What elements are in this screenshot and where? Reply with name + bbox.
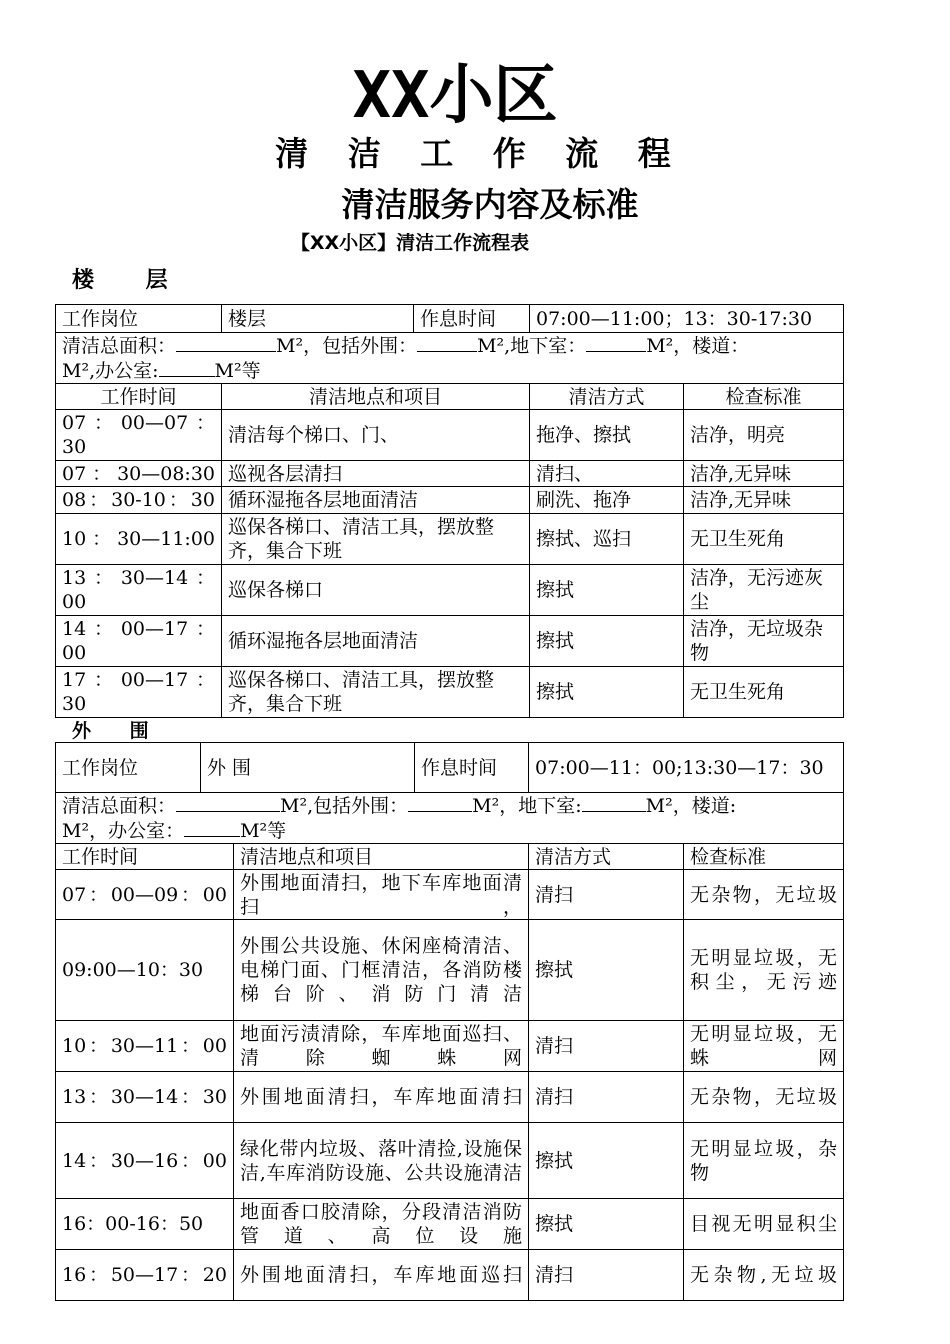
- standard-cell: 无明显垃圾，杂物: [684, 1123, 844, 1199]
- table-row: [56, 333, 844, 384]
- time-cell: 17：00—17：30: [56, 667, 222, 718]
- area-cell: 清洁总面积： M²,包括外围： M²，地下室: M²，楼道: M²，办公室： M²等: [56, 793, 844, 844]
- document-title: XX小区: [352, 59, 558, 133]
- table-caption: 【XX小区】清洁工作流程表: [290, 232, 530, 254]
- time-cell: 13：30—14：30: [56, 1072, 234, 1123]
- method-cell: 清扫: [529, 1021, 684, 1072]
- standard-cell: 无杂物，无垃圾: [684, 1072, 844, 1123]
- post-value: 外 围: [201, 743, 415, 793]
- column-header: 工作时间: [56, 844, 234, 870]
- method-cell: 刷洗、拖净: [530, 487, 684, 514]
- method-cell: 擦拭: [530, 616, 684, 667]
- method-cell: 擦拭: [529, 920, 684, 1021]
- post-label: 工作岗位: [56, 305, 222, 333]
- table-row: [56, 1021, 844, 1072]
- table-row: [56, 616, 844, 667]
- table-row: [56, 384, 844, 410]
- standard-cell: 无卫生死角: [684, 667, 844, 718]
- time-cell: 07：00—07：30: [56, 410, 222, 461]
- item-cell: 外围地面清扫，车库地面清扫: [234, 1072, 529, 1123]
- standard-cell: 洁净，无污迹灰尘: [684, 565, 844, 616]
- method-cell: 擦拭: [529, 1123, 684, 1199]
- method-cell: 清扫、: [530, 461, 684, 487]
- post-value: 楼层: [222, 305, 414, 333]
- table-row: [56, 1199, 844, 1250]
- document-heading: 清洁服务内容及标准: [341, 185, 639, 224]
- standard-cell: 目视无明显积尘: [684, 1199, 844, 1250]
- method-cell: 清扫: [529, 870, 684, 920]
- method-cell: 拖净、擦拭: [530, 410, 684, 461]
- method-cell: 清扫: [529, 1072, 684, 1123]
- method-cell: 擦拭: [530, 565, 684, 616]
- item-cell: 清洁每个梯口、门、: [222, 410, 530, 461]
- time-cell: 16：50—17：20: [56, 1250, 234, 1301]
- time-cell: 10：30—11：00: [56, 1021, 234, 1072]
- hours-value: 07:00—11：00;13:30—17：30: [529, 743, 844, 793]
- time-cell: 10：30—11:00: [56, 514, 222, 565]
- table-row: [56, 1123, 844, 1199]
- document-subtitle: 清 洁 工 作 流 程: [275, 134, 685, 173]
- standard-cell: 无卫生死角: [684, 514, 844, 565]
- item-cell: 地面污渍清除，车库地面巡扫、清除蜘蛛网: [234, 1021, 529, 1072]
- item-cell: 外围地面清扫，地下车库地面清扫，: [234, 870, 529, 920]
- standard-cell: 无杂物，无垃圾: [684, 870, 844, 920]
- table-row: [56, 667, 844, 718]
- item-cell: 地面香口胶清除，分段清洁消防管道、高位设施: [234, 1199, 529, 1250]
- table-row: [56, 487, 844, 514]
- item-cell: 巡保各梯口、清洁工具，摆放整齐，集合下班: [222, 514, 530, 565]
- table-row: [56, 514, 844, 565]
- time-cell: 14：00—17：00: [56, 616, 222, 667]
- post-label: 工作岗位: [56, 743, 201, 793]
- column-header: 清洁方式: [530, 384, 684, 410]
- standard-cell: 洁净，明亮: [684, 410, 844, 461]
- time-cell: 09:00—10：30: [56, 920, 234, 1021]
- table-row: [56, 305, 844, 333]
- time-cell: 07：00—09：00: [56, 870, 234, 920]
- method-cell: 清扫: [529, 1250, 684, 1301]
- item-cell: 绿化带内垃圾、落叶清捡,设施保洁,车库消防设施、公共设施清洁: [234, 1123, 529, 1199]
- column-header: 检查标准: [684, 384, 844, 410]
- item-cell: 巡保各梯口、清洁工具，摆放整齐，集合下班: [222, 667, 530, 718]
- table-row: [56, 565, 844, 616]
- standard-cell: 无明显垃圾，无积尘，无污迹: [684, 920, 844, 1021]
- floor-table: [55, 304, 844, 718]
- standard-cell: 洁净，无垃圾杂物: [684, 616, 844, 667]
- standard-cell: 无明显垃圾，无蛛网: [684, 1021, 844, 1072]
- standard-cell: 洁净,无异味: [684, 461, 844, 487]
- table-row: [56, 461, 844, 487]
- time-cell: 07：30—08:30: [56, 461, 222, 487]
- column-header: 工作时间: [56, 384, 222, 410]
- method-cell: 擦拭: [530, 667, 684, 718]
- column-header: 清洁地点和项目: [222, 384, 530, 410]
- hours-label: 作息时间: [415, 743, 529, 793]
- hours-value: 07:00—11:00；13：30-17:30: [530, 305, 844, 333]
- section-perimeter-title: 外 围: [72, 720, 165, 742]
- hours-label: 作息时间: [414, 305, 530, 333]
- table-row: [56, 920, 844, 1021]
- column-header: 检查标准: [684, 844, 844, 870]
- table-row: [56, 793, 844, 844]
- method-cell: 擦拭: [529, 1199, 684, 1250]
- area-cell: 清洁总面积： M²，包括外围： M²,地下室： M²，楼道： M²,办公室: M²等: [56, 333, 844, 384]
- time-cell: 16：00-16：50: [56, 1199, 234, 1250]
- item-cell: 外围地面清扫，车库地面巡扫: [234, 1250, 529, 1301]
- time-cell: 08：30-10：30: [56, 487, 222, 514]
- table-row: [56, 1250, 844, 1301]
- method-cell: 擦拭、巡扫: [530, 514, 684, 565]
- table-row: [56, 410, 844, 461]
- table-row: [56, 1072, 844, 1123]
- standard-cell: 无杂物,无垃圾: [684, 1250, 844, 1301]
- item-cell: 巡视各层清扫: [222, 461, 530, 487]
- perimeter-table: [55, 742, 844, 1301]
- item-cell: 巡保各梯口: [222, 565, 530, 616]
- table-row: [56, 870, 844, 920]
- table-row: [56, 844, 844, 870]
- item-cell: 循环湿拖各层地面清洁: [222, 487, 530, 514]
- time-cell: 13：30—14：00: [56, 565, 222, 616]
- standard-cell: 洁净,无异味: [684, 487, 844, 514]
- item-cell: 外围公共设施、休闲座椅清洁、电梯门面、门框清洁，各消防楼梯台阶、消防门清洁: [234, 920, 529, 1021]
- column-header: 清洁方式: [529, 844, 684, 870]
- table-row: [56, 743, 844, 793]
- section-floor-title: 楼 层: [72, 268, 190, 293]
- time-cell: 14：30—16：00: [56, 1123, 234, 1199]
- column-header: 清洁地点和项目: [234, 844, 529, 870]
- item-cell: 循环湿拖各层地面清洁: [222, 616, 530, 667]
